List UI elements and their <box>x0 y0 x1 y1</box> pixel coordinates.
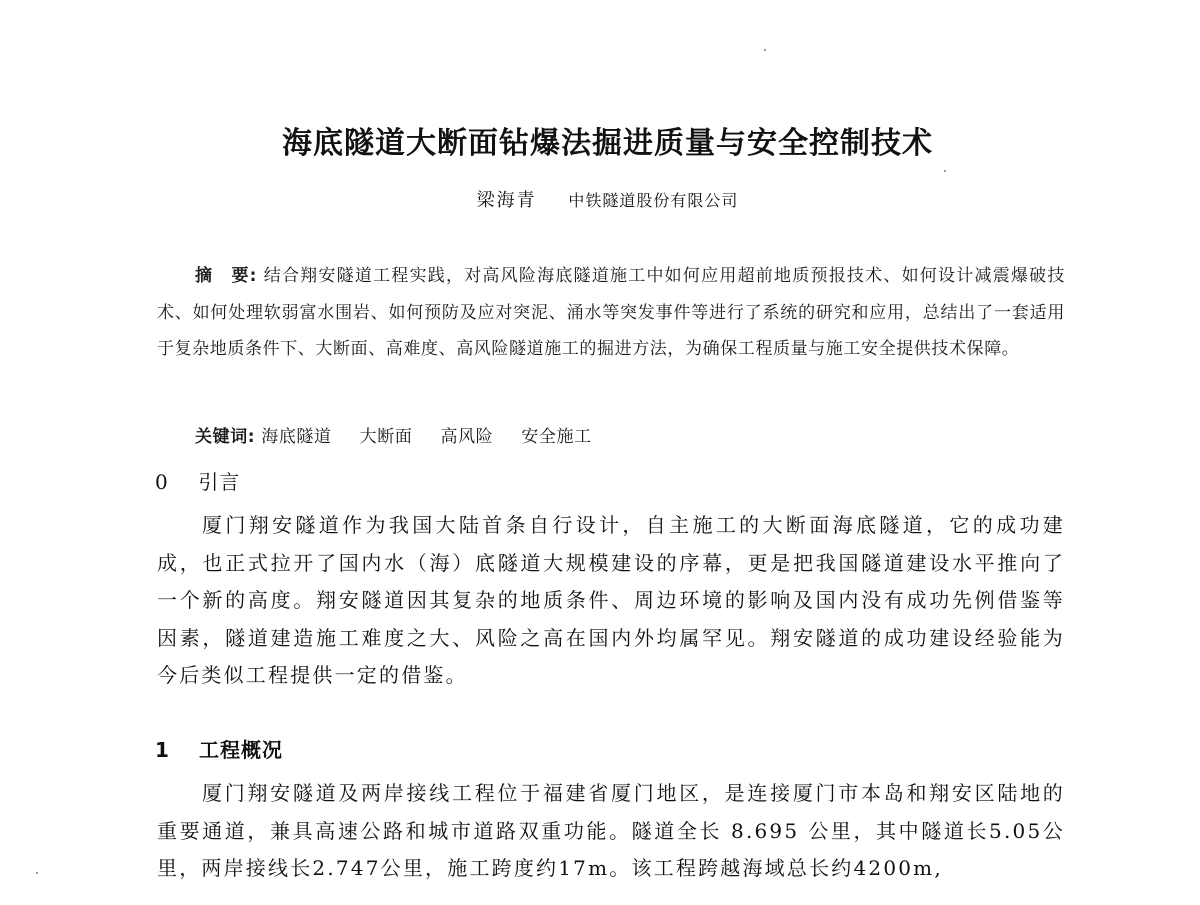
abstract-label: 摘 要: <box>195 266 258 286</box>
keyword-item: 大断面 <box>359 427 413 447</box>
section-heading-overview <box>155 734 283 763</box>
scan-speck <box>764 49 766 51</box>
author-name: 梁海青 <box>476 190 537 211</box>
section-heading-introduction <box>155 466 240 495</box>
section-number: 1 <box>155 738 170 762</box>
paper-title: 海底隧道大断面钻爆法掘进质量与安全控制技术 <box>282 126 933 161</box>
abstract <box>157 258 1065 368</box>
overview-paragraph: 厦门翔安隧道及两岸接线工程位于福建省厦门地区，是连接厦门市本岛和翔安区陆地的重要通道，兼具高速公路和城市道路双重功能。隧道全长 8.695 公里，其中隧道长5.05公里，两岸接线长2.747公里，施工跨度约17m。该工程跨越海域总长约4200m, <box>157 781 1065 880</box>
keywords-label: 关键词: <box>195 427 256 447</box>
keyword-item: 安全施工 <box>521 427 592 447</box>
section-title: 工程概况 <box>198 738 283 762</box>
byline <box>0 186 1200 212</box>
section-number: 0 <box>155 470 169 494</box>
keyword-item: 高风险 <box>440 427 494 447</box>
scan-speck <box>944 170 946 172</box>
keyword-item: 海底隧道 <box>261 427 332 447</box>
abstract-text: 结合翔安隧道工程实践，对高风险海底隧道施工中如何应用超前地质预报技术、如何设计减震爆破技术、如何处理软弱富水围岩、如何预防及应对突泥、涌水等突发事件等进行了系统的研究和应用，总结出了一套适用于复杂地质条件下、大断面、高难度、高风险隧道施工的掘进方法，为确保工程质量与施工安全提供技术保障。 <box>157 266 1065 359</box>
section-title: 引言 <box>198 470 241 494</box>
introduction-paragraph: 厦门翔安隧道作为我国大陆首条自行设计，自主施工的大断面海底隧道，它的成功建成，也正式拉开了国内水（海）底隧道大规模建设的序幕，更是把我国隧道建设水平推向了一个新的高度。翔安隧道因其复杂的地质条件、周边环境的影响及国内没有成功先例借鉴等因素，隧道建造施工难度之大、风险之高在国内外均属罕见。翔安隧道的成功建设经验能为今后类似工程提供一定的借鉴。 <box>157 513 1065 687</box>
author-affiliation: 中铁隧道股份有限公司 <box>568 191 739 210</box>
keywords <box>195 422 614 447</box>
scan-speck <box>36 872 38 874</box>
